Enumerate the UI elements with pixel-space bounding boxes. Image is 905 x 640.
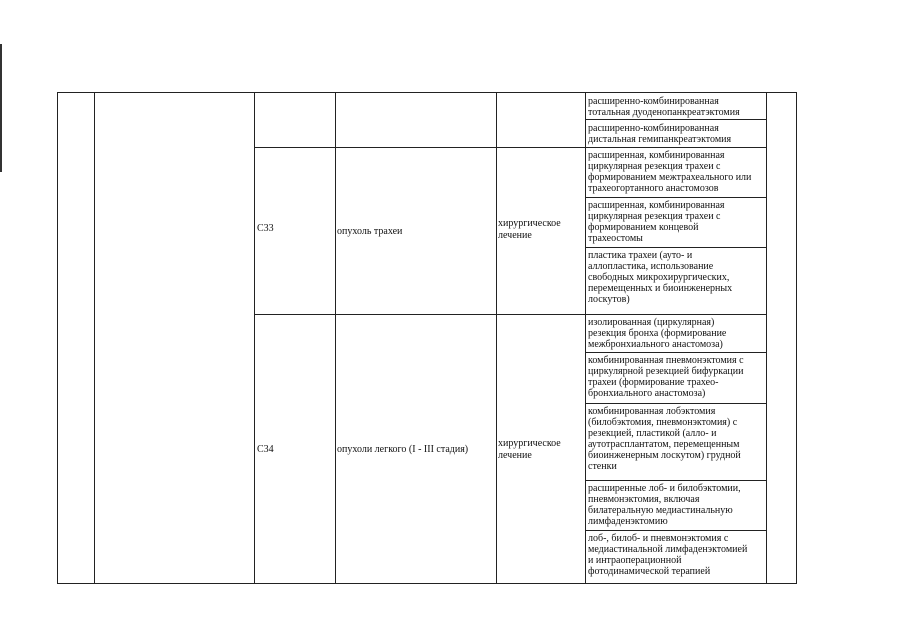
column-divider: [94, 92, 95, 584]
procedure-line: расширенная, комбинированная: [588, 150, 725, 161]
procedure-cell: [588, 406, 766, 472]
diagnosis-name: опухоли легкого (I - III стадия): [337, 444, 469, 455]
procedure-line: и интраоперационной: [588, 555, 682, 566]
procedure-line: перемещенных и биоинженерных: [588, 283, 733, 294]
procedure-line: (билобэктомия, пневмонэктомия) с: [588, 417, 738, 428]
procedure-line: аутотрасплантатом, перемещенным: [588, 439, 740, 450]
procedure-separator: [585, 480, 766, 481]
procedure-separator: [585, 197, 766, 198]
procedure-cell: [588, 200, 766, 244]
procedure-line: лимфаденэктомию: [588, 516, 668, 527]
procedure-line: трахеи (формирование трахео-: [588, 377, 719, 388]
column-divider: [335, 92, 336, 584]
procedure-line: лоб-, билоб- и пневмонэктомия с: [588, 533, 729, 544]
procedure-line: пластика трахеи (ауто- и: [588, 250, 693, 261]
procedure-separator: [585, 247, 766, 248]
diagnosis-code: C34: [257, 444, 274, 455]
scan-edge-mark: [0, 44, 2, 172]
procedure-line: биоинженерным лоскутом) грудной: [588, 450, 741, 461]
treatment-line: лечение: [498, 449, 532, 461]
treatment-line: хирургическое: [498, 218, 561, 229]
procedure-line: межбронхиального анастомоза): [588, 339, 723, 350]
diagnosis-code: C33: [257, 223, 274, 234]
procedure-line: резекцией, пластикой (алло- и: [588, 428, 717, 439]
procedure-cell: [588, 96, 766, 118]
procedure-line: лоскутов): [588, 294, 630, 305]
procedure-line: расширенные лоб- и билобэктомии,: [588, 483, 741, 494]
diagnosis-name: опухоль трахеи: [337, 226, 403, 237]
procedure-cell: [588, 250, 766, 305]
procedure-separator: [585, 352, 766, 353]
procedure-separator: [585, 530, 766, 531]
procedure-line: расширенно-комбинированная: [588, 96, 719, 107]
column-divider: [496, 92, 497, 584]
procedure-separator: [585, 119, 766, 120]
column-divider: [585, 92, 586, 584]
procedure-cell: [588, 123, 766, 145]
procedure-line: формированием межтрахеального или: [588, 172, 752, 183]
procedure-line: расширенная, комбинированная: [588, 200, 725, 211]
row-separator: [254, 147, 766, 148]
procedure-line: трахеостомы: [588, 233, 643, 244]
procedure-line: комбинированная пневмонэктомия с: [588, 355, 744, 366]
procedure-cell: [588, 483, 766, 527]
treatment-line: лечение: [498, 229, 532, 241]
procedure-line: трахеогортанного анастомозов: [588, 183, 719, 194]
procedure-line: циркулярная резекция трахеи с: [588, 161, 721, 172]
procedure-cell: [588, 355, 766, 399]
procedure-line: фотодинамической терапией: [588, 566, 711, 577]
procedure-line: дистальная гемипанкреатэктомия: [588, 134, 732, 145]
procedure-line: тотальная дуоденопанкреатэктомия: [588, 107, 740, 118]
procedure-line: свободных микрохирургических,: [588, 272, 730, 283]
procedure-line: циркулярной резекцией бифуркации: [588, 366, 744, 377]
procedure-line: изолированная (циркулярная): [588, 317, 715, 328]
procedure-cell: [588, 150, 766, 194]
treatment-line: хирургическое: [498, 438, 561, 449]
column-divider: [254, 92, 255, 584]
procedure-line: стенки: [588, 461, 617, 472]
procedure-line: бронхиального анастомоза): [588, 388, 706, 399]
procedure-line: расширенно-комбинированная: [588, 123, 719, 134]
procedure-line: резекция бронха (формирование: [588, 328, 727, 339]
procedure-line: аллопластика, использование: [588, 261, 714, 272]
column-divider: [766, 92, 767, 584]
treatment-type: [498, 438, 561, 461]
procedure-cell: [588, 533, 766, 577]
procedure-line: билатеральную медиастинальную: [588, 505, 733, 516]
row-separator: [254, 314, 766, 315]
procedure-line: медиастинальной лимфаденэктомией: [588, 544, 748, 555]
procedure-line: комбинированная лобэктомия: [588, 406, 716, 417]
treatment-type: [498, 218, 561, 241]
procedure-line: циркулярная резекция трахеи с: [588, 211, 721, 222]
procedure-cell: [588, 317, 766, 350]
procedure-line: пневмонэктомия, включая: [588, 494, 700, 505]
procedure-line: формированием концевой: [588, 222, 699, 233]
procedure-separator: [585, 403, 766, 404]
